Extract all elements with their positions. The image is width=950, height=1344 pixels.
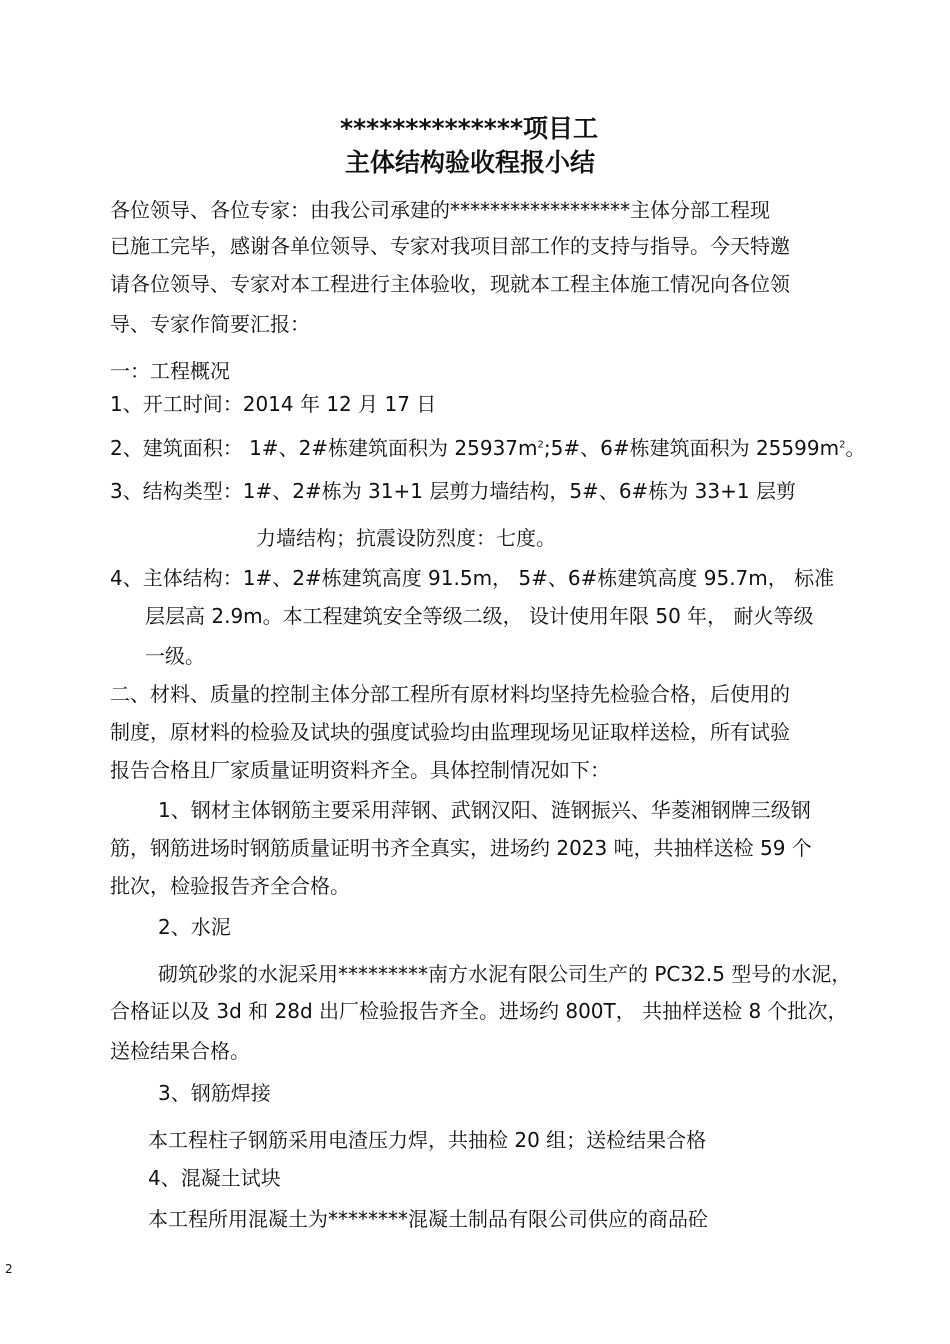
item-2-part-b: ;5#、6#栋建筑面积为 25599m: [543, 436, 840, 460]
page-number: 2: [5, 1262, 13, 1276]
cement-line-2: 合格证以及 3d 和 28d 出厂检验报告齐全。进场约 800T， 共抽样送检 8 个批次，: [110, 999, 848, 1023]
item-4-line-2: 层层高 2.9m。本工程建筑安全等级二级， 设计使用年限 50 年， 耐火等级: [145, 604, 814, 628]
section-2-line-1: 二、材料、质量的控制主体分部工程所有原材料均坚持先检验合格，后使用的: [110, 682, 790, 706]
item-3-line-1: 3、结构类型：1#、2#栋为 31+1 层剪力墙结构，5#、6#栋为 33+1 层剪: [110, 479, 796, 503]
item-4-line-1: 4、主体结构：1#、2#栋建筑高度 91.5m， 5#、6#栋建筑高度 95.7m， 标准: [110, 566, 835, 590]
item-4-line-3: 一级。: [145, 644, 205, 668]
section-2-line-2: 制度，原材料的检验及试块的强度试验均由监理现场见证取样送检，所有试验: [110, 720, 790, 744]
concrete-heading: 4、混凝土试块: [148, 1166, 281, 1190]
cement-line-3: 送检结果合格。: [110, 1039, 250, 1063]
steel-line-2: 筋，钢筋进场时钢筋质量证明书齐全真实，进场约 2023 吨，共抽样送检 59 个: [110, 836, 812, 860]
item-2-floor-area: [110, 435, 865, 461]
steel-line-1: 1、钢材主体钢筋主要采用萍钢、武钢汉阳、涟钢振兴、华菱湘钢牌三级钢: [158, 798, 811, 822]
steel-line-3: 批次，检验报告齐全合格。: [110, 874, 350, 898]
intro-line-4: 导、专家作简要汇报：: [110, 312, 310, 336]
concrete-text: 本工程所用混凝土为********混凝土制品有限公司供应的商品砼: [148, 1207, 708, 1231]
title-line-1: **************项目工: [340, 114, 599, 143]
item-2-sup-a: 2: [537, 439, 544, 451]
item-1-start-date: 1、开工时间：2014 年 12 月 17 日: [110, 392, 437, 416]
item-2-part-c: 。: [845, 436, 866, 460]
intro-line-3: 请各位领导、专家对本工程进行主体验收，现就本工程主体施工情况向各位领: [110, 272, 790, 296]
item-2-part-a: 2、建筑面积： 1#、2#栋建筑面积为 25937m: [110, 436, 538, 460]
item-3-line-2: 力墙结构；抗震设防烈度：七度。: [256, 526, 556, 550]
title-line-2: 主体结构验收程报小结: [345, 148, 596, 177]
section-1-heading: 一：工程概况: [110, 359, 230, 383]
intro-line-1: 各位领导、各位专家：由我公司承建的******************主体分部工程现: [110, 198, 770, 222]
section-2-line-3: 报告合格且厂家质量证明资料齐全。具体控制情况如下：: [110, 758, 610, 782]
welding-text: 本工程柱子钢筋采用电渣压力焊，共抽检 20 组；送检结果合格: [148, 1128, 707, 1152]
intro-line-2: 已施工完毕，感谢各单位领导、专家对我项目部工作的支持与指导。今天特邀: [110, 234, 790, 258]
item-2-sup-b: 2: [839, 439, 846, 451]
cement-line-1: 砌筑砂浆的水泥采用*********南方水泥有限公司生产的 PC32.5 型号的水泥，: [158, 962, 852, 986]
welding-heading: 3、钢筋焊接: [158, 1081, 271, 1105]
cement-heading: 2、水泥: [158, 915, 231, 939]
